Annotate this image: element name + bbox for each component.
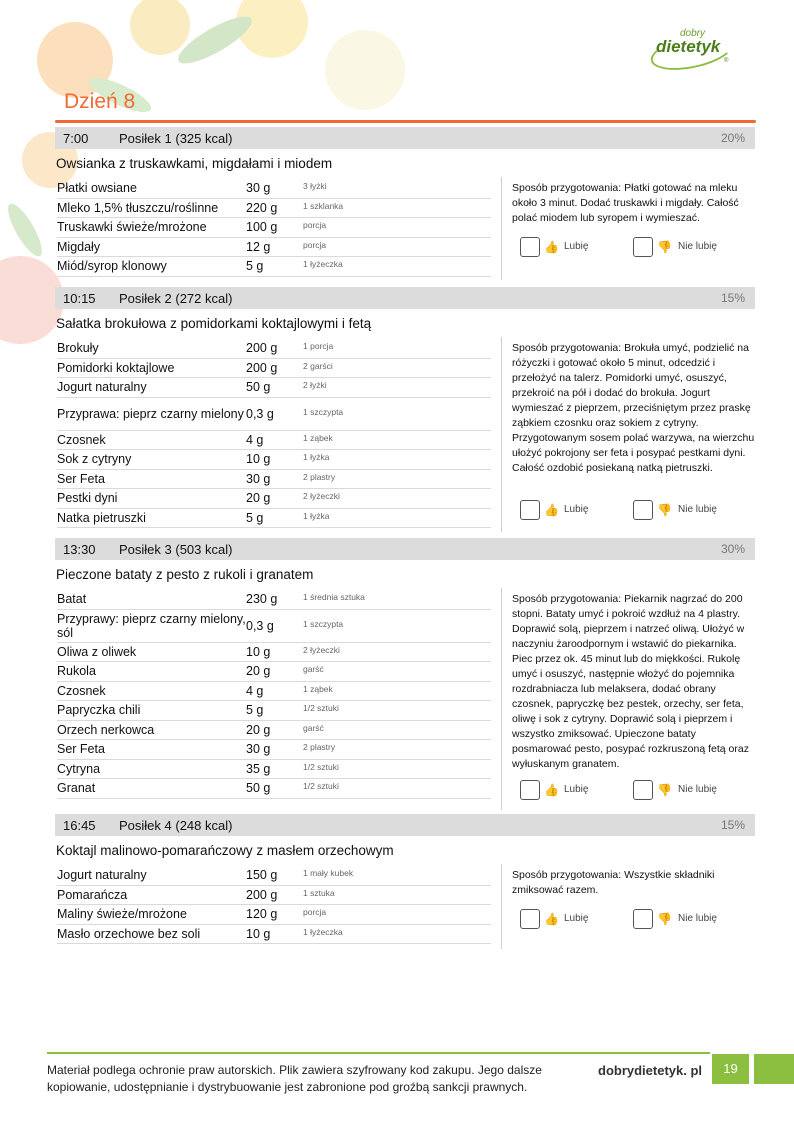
- like-label: Lubię: [564, 913, 589, 924]
- ingredient-name: Przyprawy: pieprz czarny mielony, sól: [57, 611, 246, 640]
- thumbs-up-icon: 👍: [544, 783, 559, 797]
- ingredient-amount: 120 g: [246, 907, 278, 922]
- ingredient-name: Jogurt naturalny: [57, 380, 147, 395]
- ingredients-table: [57, 179, 491, 277]
- ingredient-unit: 1 ząbek: [303, 683, 333, 694]
- ingredient-unit: 1 porcja: [303, 341, 334, 352]
- ingredient-row: [57, 721, 491, 741]
- ingredient-unit: 1/2 sztuki: [303, 781, 339, 792]
- like-checkbox[interactable]: [520, 780, 540, 800]
- page-number: 19: [712, 1054, 749, 1084]
- preparation-method: [512, 181, 758, 226]
- recipe-title: Pieczone bataty z pesto z rukoli i granatem: [56, 567, 314, 582]
- ingredient-amount: 5 g: [246, 510, 264, 525]
- ingredient-unit: porcja: [303, 907, 327, 918]
- ingredient-unit: 1 szklanka: [303, 200, 344, 211]
- method-label: Sposób przygotowania:: [512, 593, 622, 605]
- ingredient-amount: 230 g: [246, 592, 278, 607]
- rating-controls: [520, 237, 756, 259]
- ingredient-amount: 50 g: [246, 781, 271, 796]
- thumbs-up-icon: 👍: [544, 240, 559, 254]
- recipe-title: Koktajl malinowo-pomarańczowy z masłem orzechowym: [56, 843, 394, 858]
- ingredient-row: [57, 905, 491, 925]
- ingredient-name: Batat: [57, 592, 87, 607]
- page-title: Dzień 8: [64, 90, 136, 113]
- ingredient-unit: porcja: [303, 220, 327, 231]
- dobry-dietetyk-logo: [648, 24, 740, 70]
- thumbs-up-icon: 👍: [544, 503, 559, 517]
- column-divider: [501, 864, 502, 949]
- ingredient-name: Natka pietruszki: [57, 510, 146, 525]
- recipe-title: Sałatka brokułowa z pomidorkami koktajlowymi i fetą: [56, 316, 372, 331]
- dislike-label: Nie lubię: [678, 241, 717, 252]
- meal-time: 13:30: [63, 542, 96, 557]
- column-divider: [501, 177, 502, 280]
- ingredient-amount: 200 g: [246, 341, 278, 356]
- ingredient-row: [57, 643, 491, 663]
- thumbs-down-icon: 👎: [657, 912, 672, 926]
- method-label: Sposób przygotowania:: [512, 182, 622, 194]
- meal-percent: 15%: [720, 291, 745, 305]
- ingredient-amount: 200 g: [246, 887, 278, 902]
- ingredient-name: Rukola: [57, 664, 96, 679]
- ingredient-amount: 10 g: [246, 644, 271, 659]
- ingredient-row: [57, 179, 491, 199]
- ingredient-amount: 4 g: [246, 432, 264, 447]
- ingredient-unit: 2 łyżki: [303, 380, 327, 391]
- preparation-method: [512, 592, 758, 772]
- ingredient-row: [57, 398, 491, 431]
- ingredient-unit: 2 łyżeczki: [303, 491, 340, 502]
- recipe-title: Owsianka z truskawkami, migdałami i miodem: [56, 156, 333, 171]
- method-label: Sposób przygotowania:: [512, 342, 622, 354]
- meal-percent: 15%: [720, 818, 745, 832]
- ingredient-row: [57, 740, 491, 760]
- ingredient-amount: 0,3 g: [246, 406, 274, 421]
- ingredient-unit: 1 ząbek: [303, 432, 333, 443]
- dislike-label: Nie lubię: [678, 784, 717, 795]
- title-divider: [55, 120, 756, 123]
- ingredient-name: Pomidorki koktajlowe: [57, 360, 175, 375]
- ingredient-unit: 1 łyżeczka: [303, 926, 343, 937]
- like-checkbox[interactable]: [520, 500, 540, 520]
- website-link[interactable]: dobrydietetyk. pl: [598, 1063, 703, 1078]
- meal-section: [55, 814, 755, 954]
- ingredient-row: [57, 238, 491, 258]
- ingredient-name: Sok z cytryny: [57, 452, 132, 467]
- ingredient-unit: 2 plastry: [303, 742, 336, 753]
- ingredient-name: Pestki dyni: [57, 491, 118, 506]
- footer-accent-block: [754, 1054, 794, 1084]
- ingredient-row: [57, 682, 491, 702]
- ingredient-name: Oliwa z oliwek: [57, 644, 137, 659]
- ingredient-unit: 2 garści: [303, 360, 333, 371]
- ingredient-unit: 2 plastry: [303, 471, 336, 482]
- logo-registered-mark: ®: [724, 58, 729, 64]
- ingredient-row: [57, 925, 491, 945]
- ingredient-name: Płatki owsiane: [57, 181, 137, 196]
- ingredient-amount: 220 g: [246, 200, 278, 215]
- ingredient-row: [57, 590, 491, 610]
- meal-time: 7:00: [63, 131, 89, 146]
- thumbs-down-icon: 👎: [657, 503, 672, 517]
- ingredient-amount: 30 g: [246, 471, 271, 486]
- ingredient-row: [57, 610, 491, 643]
- meal-header-bar: [55, 287, 755, 309]
- ingredient-unit: garść: [303, 664, 324, 675]
- ingredient-row: [57, 218, 491, 238]
- meal-section: [55, 287, 755, 532]
- method-label: Sposób przygotowania:: [512, 869, 622, 881]
- ingredient-unit: 1 szczypta: [303, 406, 344, 417]
- ingredient-name: Papryczka chili: [57, 703, 141, 718]
- ingredient-name: Pomarańcza: [57, 887, 128, 902]
- ingredient-row: [57, 378, 491, 398]
- column-divider: [501, 337, 502, 532]
- ingredient-row: [57, 431, 491, 451]
- ingredient-name: Cytryna: [57, 761, 101, 776]
- ingredient-name: Jogurt naturalny: [57, 868, 147, 883]
- dislike-checkbox[interactable]: [633, 237, 653, 257]
- logo-main-text: dietetyk: [656, 37, 721, 56]
- meal-name: Posiłek 2 (272 kcal): [119, 291, 233, 306]
- ingredient-name: Mleko 1,5% tłuszczu/roślinne: [57, 200, 219, 215]
- rating-controls: [520, 909, 756, 931]
- like-checkbox[interactable]: [520, 237, 540, 257]
- method-text: Płatki gotować na mleku około 3 minut. Dodać truskawki i migdały. Całość polać miodem lub syropem i wymieszać.: [512, 182, 739, 224]
- ingredient-name: Masło orzechowe bez soli: [57, 926, 201, 941]
- ingredient-row: [57, 886, 491, 906]
- ingredient-row: [57, 760, 491, 780]
- ingredients-table: [57, 866, 491, 944]
- ingredient-row: [57, 701, 491, 721]
- ingredient-amount: 200 g: [246, 360, 278, 375]
- ingredient-name: Truskawki świeże/mrożone: [57, 220, 207, 235]
- ingredient-unit: 1/2 sztuki: [303, 761, 339, 772]
- ingredient-unit: 1 mały kubek: [303, 868, 354, 879]
- ingredient-unit: 1 łyżeczka: [303, 259, 343, 270]
- meal-name: Posiłek 4 (248 kcal): [119, 818, 233, 833]
- ingredient-unit: garść: [303, 722, 324, 733]
- method-text: Piekarnik nagrzać do 200 stopni. Bataty umyć i pokroić wzdłuż na 4 plastry. Doprawić solą, pieprzem i natrzeć oliwą. Ułożyć w naczyniu żaroodpornym i wstawić do piekarnika. Piec przez ok. 45 minut lub do miękkości. Rukolę umyć i osuszyć, następnie włożyć do pojemnika rozdrabniacza lub melaksera, dodać obrany czosnek, papryczkę bez pestek, orzechy, ser feta, oliwę i sok z cytryny. Doprawić solą i pieprzem i wszystko zmiksować. Upieczone bataty posmarować pesto, posypać rozkruszoną fetą oraz wyłuskanym granatem.: [512, 593, 749, 770]
- ingredients-table: [57, 590, 491, 799]
- ingredient-amount: 30 g: [246, 742, 271, 757]
- meal-time: 16:45: [63, 818, 96, 833]
- ingredient-row: [57, 779, 491, 799]
- preparation-method: [512, 341, 758, 476]
- ingredient-unit: 3 łyżki: [303, 181, 327, 192]
- ingredient-row: [57, 257, 491, 277]
- like-label: Lubię: [564, 784, 589, 795]
- meal-time: 10:15: [63, 291, 96, 306]
- column-divider: [501, 588, 502, 810]
- dislike-checkbox[interactable]: [633, 780, 653, 800]
- thumbs-down-icon: 👎: [657, 240, 672, 254]
- ingredient-amount: 35 g: [246, 761, 271, 776]
- ingredient-name: Ser Feta: [57, 742, 105, 757]
- ingredient-row: [57, 339, 491, 359]
- logo-top-text: dobry: [680, 28, 706, 39]
- ingredient-name: Orzech nerkowca: [57, 722, 155, 737]
- preparation-method: [512, 868, 758, 898]
- ingredient-amount: 5 g: [246, 259, 264, 274]
- copyright-notice: Materiał podlega ochronie praw autorskich. Plik zawiera szyfrowany kod zakupu. Jego dalsze kopiowanie, udostępnianie i dystrybuowanie jest zabronione pod groźbą sankcji prawnych.: [47, 1063, 542, 1094]
- ingredient-row: [57, 450, 491, 470]
- meal-section: [55, 127, 755, 282]
- method-text: Wszystkie składniki zmiksować razem.: [512, 869, 715, 896]
- ingredient-amount: 20 g: [246, 491, 271, 506]
- ingredient-row: [57, 359, 491, 379]
- ingredient-amount: 150 g: [246, 868, 278, 883]
- footer-divider: [47, 1052, 710, 1054]
- ingredient-row: [57, 470, 491, 490]
- meal-name: Posiłek 3 (503 kcal): [119, 542, 233, 557]
- dislike-checkbox[interactable]: [633, 500, 653, 520]
- ingredient-row: [57, 662, 491, 682]
- ingredient-amount: 10 g: [246, 452, 271, 467]
- ingredient-unit: 1/2 sztuki: [303, 703, 339, 714]
- thumbs-up-icon: 👍: [544, 912, 559, 926]
- ingredient-name: Migdały: [57, 239, 101, 254]
- ingredient-name: Brokuły: [57, 341, 99, 356]
- meal-section: [55, 538, 755, 810]
- ingredient-unit: 1 sztuka: [303, 887, 335, 898]
- ingredient-name: Maliny świeże/mrożone: [57, 907, 187, 922]
- ingredients-table: [57, 339, 491, 528]
- like-label: Lubię: [564, 241, 589, 252]
- ingredient-name: Ser Feta: [57, 471, 105, 486]
- ingredient-amount: 20 g: [246, 664, 271, 679]
- meal-header-bar: [55, 814, 755, 836]
- ingredient-row: [57, 509, 491, 529]
- ingredient-amount: 100 g: [246, 220, 278, 235]
- meal-header-bar: [55, 127, 755, 149]
- like-label: Lubię: [564, 504, 589, 515]
- rating-controls: [520, 780, 756, 802]
- ingredient-amount: 0,3 g: [246, 618, 274, 633]
- ingredient-amount: 50 g: [246, 380, 271, 395]
- ingredient-unit: 1 łyżka: [303, 452, 330, 463]
- ingredient-unit: 1 średnia sztuka: [303, 592, 365, 603]
- ingredient-amount: 30 g: [246, 181, 271, 196]
- meal-header-bar: [55, 538, 755, 560]
- ingredient-name: Czosnek: [57, 683, 106, 698]
- ingredient-unit: 2 łyżeczki: [303, 644, 340, 655]
- ingredient-row: [57, 199, 491, 219]
- ingredient-name: Przyprawa: pieprz czarny mielony: [57, 406, 244, 421]
- ingredient-amount: 12 g: [246, 239, 271, 254]
- ingredient-row: [57, 866, 491, 886]
- dislike-label: Nie lubię: [678, 913, 717, 924]
- meal-name: Posiłek 1 (325 kcal): [119, 131, 233, 146]
- ingredient-unit: 1 łyżka: [303, 510, 330, 521]
- dislike-label: Nie lubię: [678, 504, 717, 515]
- thumbs-down-icon: 👎: [657, 783, 672, 797]
- ingredient-unit: porcja: [303, 239, 327, 250]
- ingredient-name: Miód/syrop klonowy: [57, 259, 167, 274]
- meal-percent: 30%: [720, 542, 745, 556]
- ingredient-amount: 10 g: [246, 926, 271, 941]
- ingredient-name: Czosnek: [57, 432, 106, 447]
- ingredient-amount: 4 g: [246, 683, 264, 698]
- like-checkbox[interactable]: [520, 909, 540, 929]
- ingredient-unit: 1 szczypta: [303, 618, 344, 629]
- method-text: Brokuła umyć, podzielić na różyczki i gotować około 5 minut, odcedzić i przełożyć na talerz. Pomidorki umyć, osuszyć, przekroić na pół i dodać do brokuła. Jogurt wymieszać z pieprzem, przeciśniętym przez praskę ząbkiem czosnku oraz sokiem z cytryny. Przygotowanym sosem polać warzywa, na wierzchu ułożyć pokrojony ser feta i posypać pestkami dyni. Całość ozdobić posiekaną natką pietruszki.: [512, 342, 755, 474]
- dislike-checkbox[interactable]: [633, 909, 653, 929]
- ingredient-amount: 20 g: [246, 722, 271, 737]
- meal-percent: 20%: [720, 131, 745, 145]
- ingredient-name: Granat: [57, 781, 96, 796]
- rating-controls: [520, 500, 756, 522]
- ingredient-amount: 5 g: [246, 703, 264, 718]
- ingredient-row: [57, 489, 491, 509]
